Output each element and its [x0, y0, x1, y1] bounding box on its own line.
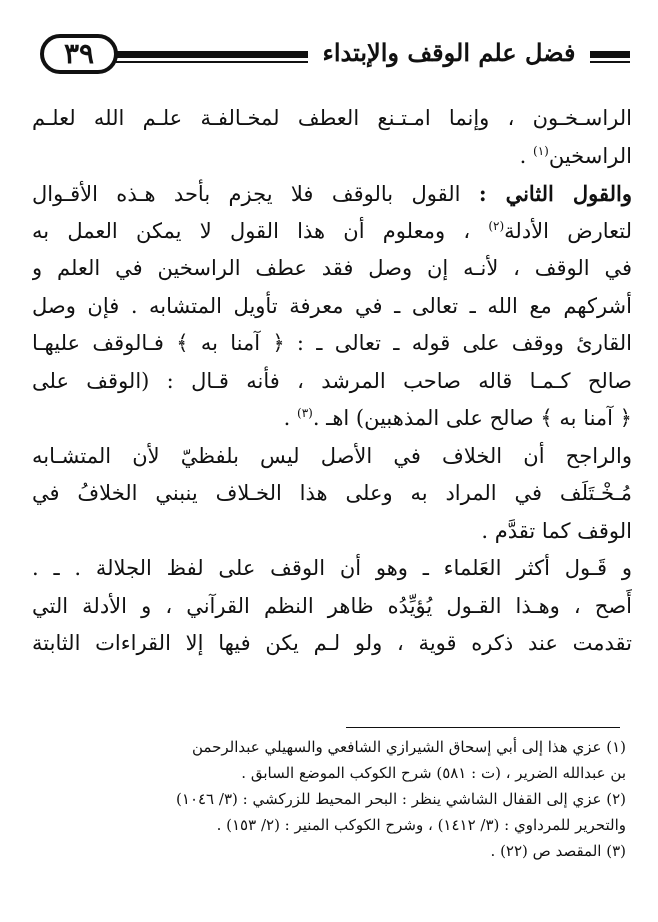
- text-line: [32, 625, 632, 663]
- line-text: لتعارض الأدلة: [504, 218, 632, 243]
- line-text: والراجح أن الخلاف في الأصل ليس بلفظيّ لأن المتشـابه: [32, 443, 632, 468]
- line-text: في الوقف ، لأنـه إن وصل فقد عطف الراسخين في العلم و: [32, 256, 632, 280]
- text-line: [32, 363, 632, 401]
- line-tail: .: [283, 406, 297, 430]
- line-text: مُـخْـتَلَف في المراد به وعلى هذا الخـلاف ينبني الخلافُ في: [32, 481, 632, 505]
- text-line: [32, 475, 632, 513]
- line-text: ﴿ آمنا به ﴾ صالح على المذهبين) اهـ .: [312, 406, 632, 430]
- header-rule-left-thin: [116, 61, 308, 63]
- text-line: [32, 588, 632, 626]
- footnote-line: (٢) عزي إلى القفال الشاشي ينظر : البحر المحيط للزركشي : (٣/ ١٠٤٦): [176, 790, 626, 808]
- text-line: [32, 288, 632, 326]
- line-text: القارئ ووقف على قوله ـ تعالى ـ : ﴿ آمنا به ﴾ فـالوقف عليهـا: [32, 331, 632, 355]
- footnote-separator: [346, 727, 620, 728]
- footnote-ref: (٣): [297, 406, 313, 420]
- footnote-line: بن عبدالله الضرير ، (ت : ٥٨١) شرح الكوكب الموضع السابق .: [241, 764, 626, 782]
- footnotes: [40, 734, 626, 864]
- page-number: [40, 34, 118, 74]
- footnote-ref: (١): [533, 143, 549, 158]
- line-text: أَصح ، وهـذا القـول يُؤيِّدُه ظاهر النظم القرآني ، و الأدلة التي: [32, 593, 632, 618]
- text-line: [32, 175, 632, 213]
- text-line: [32, 138, 632, 176]
- text-line: [32, 400, 632, 438]
- header-rule-right-thin: [590, 61, 630, 63]
- footnote-line: والتحرير للمرداوي : (٣/ ١٤١٢) ، وشرح الكوكب المنير : (٢/ ١٥٣) .: [216, 816, 626, 834]
- text-line: [32, 213, 632, 251]
- footnote-line: (٣) المقصد ص (٢٢) .: [490, 842, 626, 860]
- section-lead: والقول الثاني :: [478, 181, 632, 206]
- line-text: صالح كـمـا قاله صاحب المرشد ، فأنه قـال : (الوقف على: [32, 368, 632, 393]
- text-line: [32, 513, 632, 551]
- main-text: [32, 100, 632, 663]
- text-line: [32, 438, 632, 476]
- line-text: الوقف كما تقدَّم .: [481, 518, 632, 543]
- running-title: فضل علم الوقف والإبتداء: [322, 38, 576, 67]
- line-text: الراسخين: [548, 143, 632, 168]
- header-rule-right: [590, 51, 630, 58]
- text-line: [32, 325, 632, 363]
- header-rule-left: [116, 51, 308, 58]
- page-header: [18, 24, 638, 80]
- footnote-line: (١) عزي هذا إلى أبي إسحاق الشيرازي الشافعي والسهيلي عبدالرحمن: [192, 738, 626, 756]
- line-text: و قَـول أكثر العَلماء ـ وهو أن الوقف على لفظ الجلالة . ـ .: [32, 556, 632, 580]
- footnote-ref: (٢): [488, 218, 505, 233]
- page-number-text: ٣٩: [63, 37, 95, 70]
- text-line: [32, 550, 632, 588]
- line-text: أشركهم مع الله ـ تعالى ـ في معرفة تأويل المتشابه . فإن وصل: [32, 293, 632, 318]
- line-tail: .: [519, 143, 534, 168]
- line-text: الراسـخـون ، وإنما امـتـنع العطف لمخـالفـة علـم الله لعلـم: [32, 106, 632, 130]
- text-line: [32, 250, 632, 288]
- line-text: القول بالوقف فلا يجزم بأحد هـذه الأقـوال: [32, 182, 479, 206]
- text-line: [32, 100, 632, 138]
- line-tail: ، ومعلوم أن هذا القول لا يمكن العمل به: [32, 218, 489, 243]
- line-text: تقدمت عند ذكره قوية ، ولو لـم يكن فيها إلا القراءات الثابتة: [32, 631, 632, 655]
